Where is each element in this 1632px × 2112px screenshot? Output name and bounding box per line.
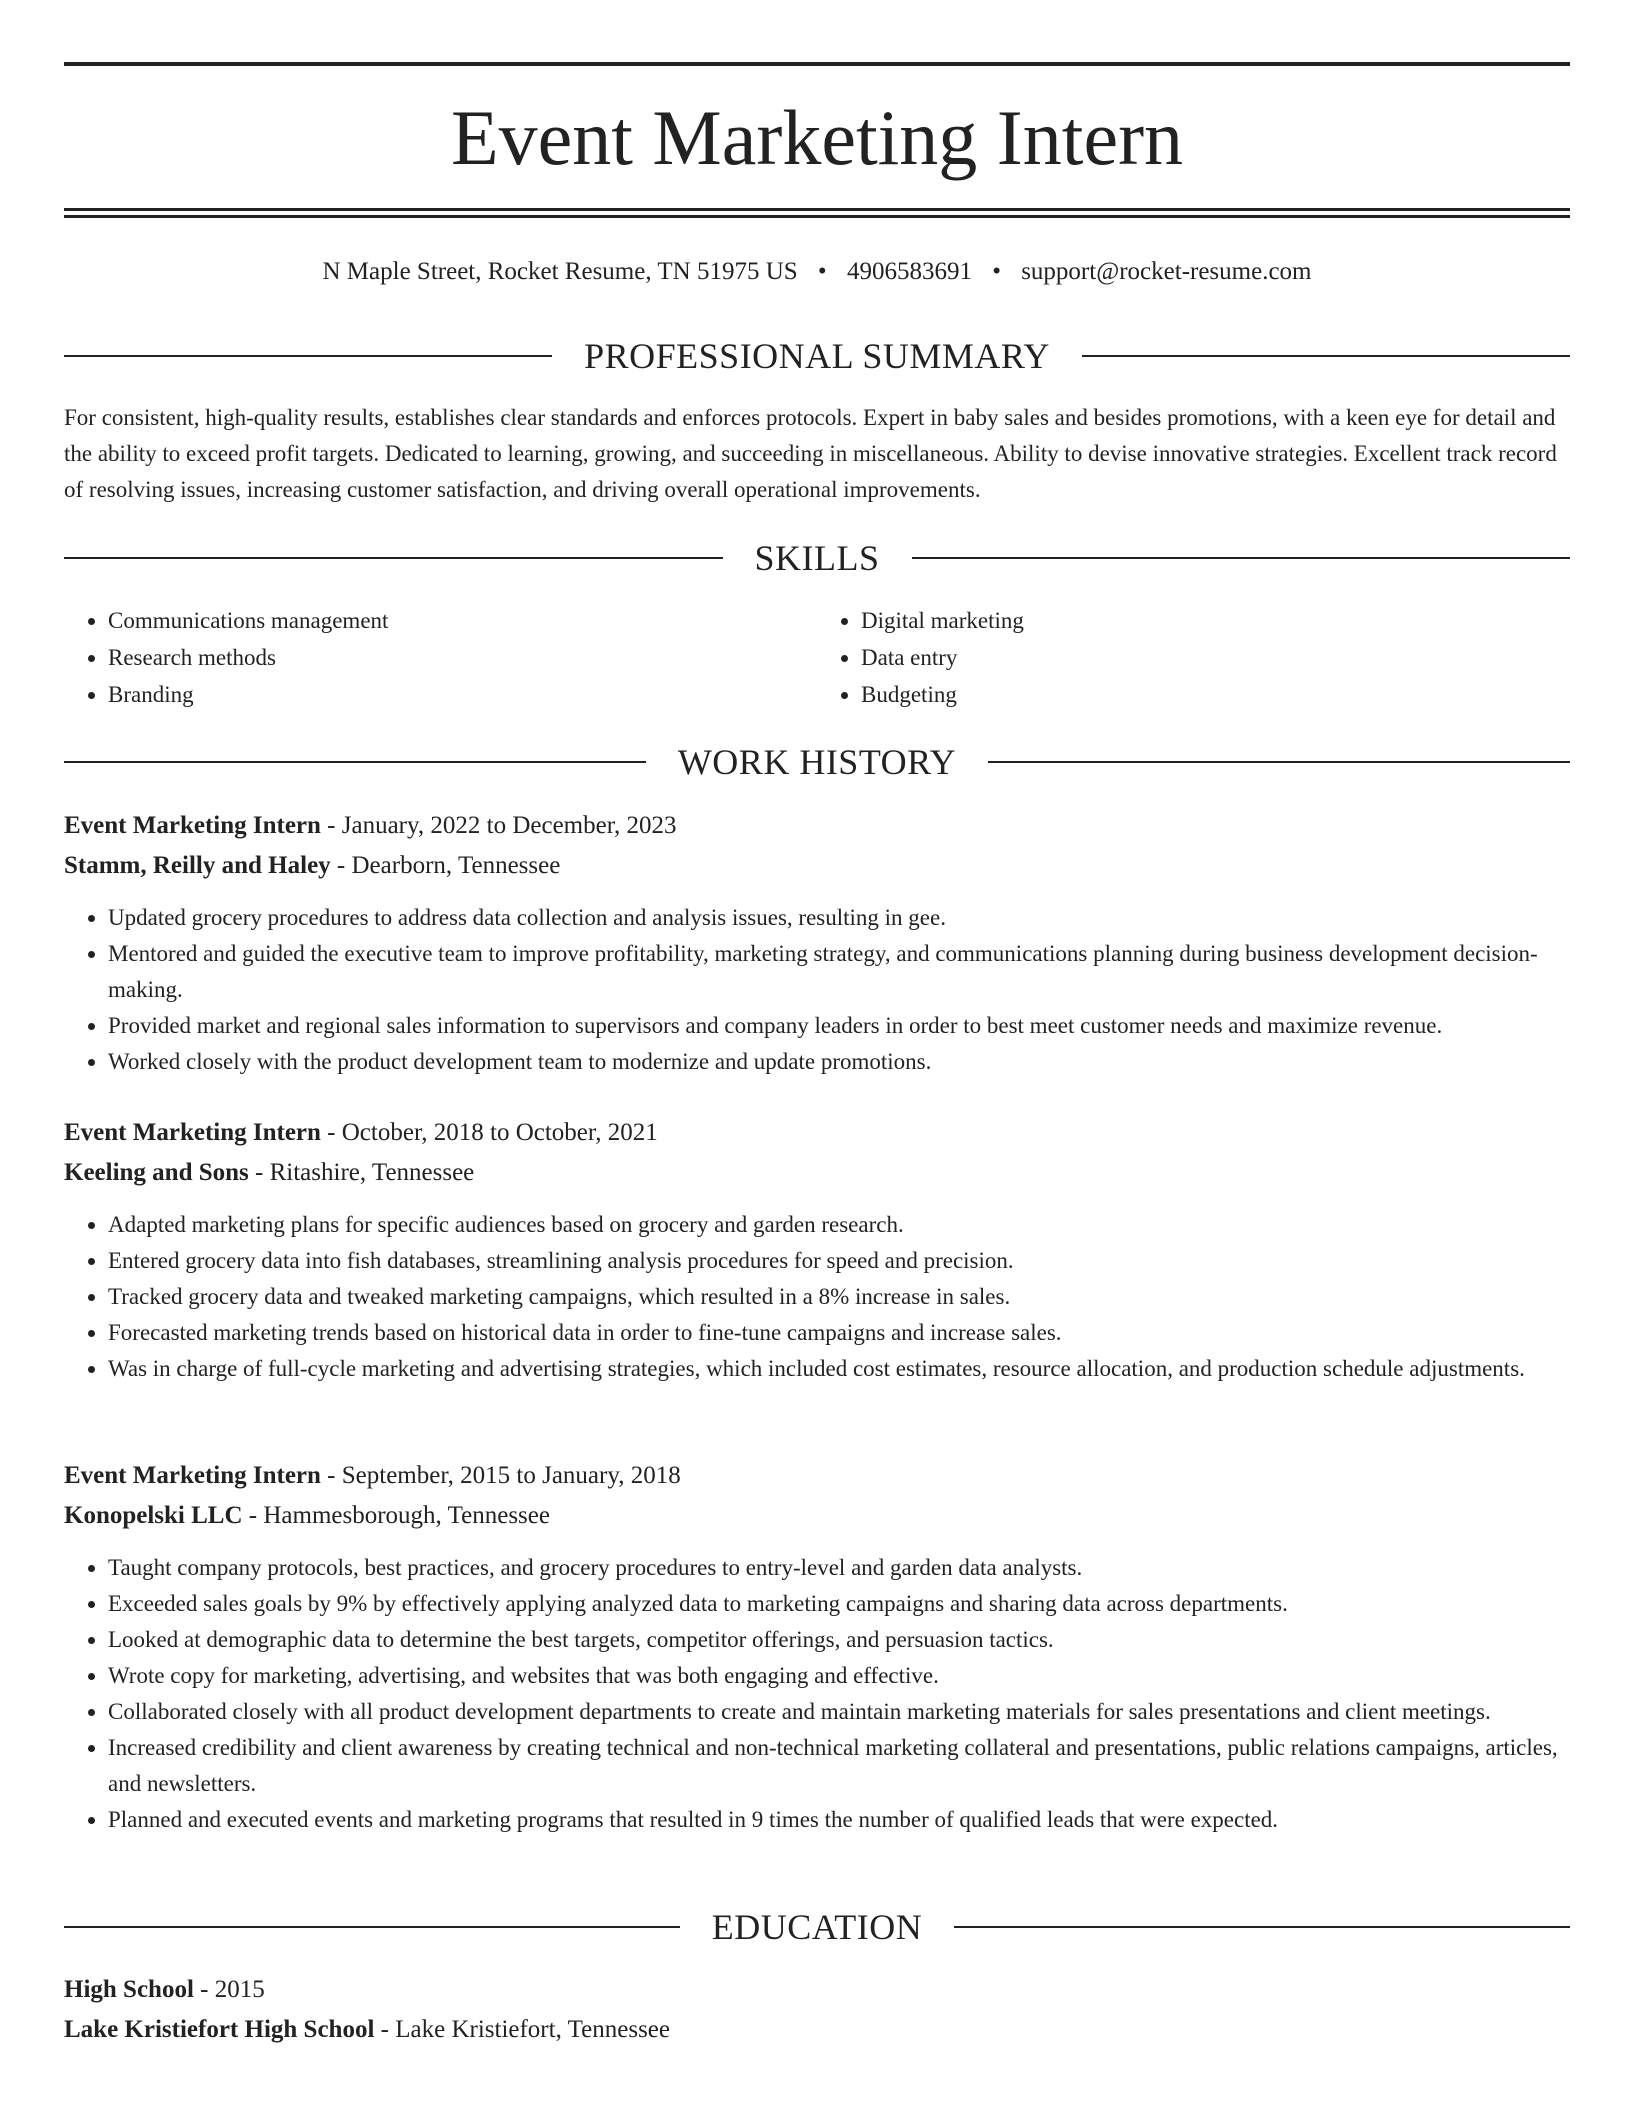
education-location: - Lake Kristiefort, Tennessee <box>374 2016 670 2043</box>
heading-rule <box>1082 355 1570 357</box>
job-bullet: • Provided market and regional sales information to supervisors and company leaders in order to best meet customer needs and maximize revenue. <box>108 1008 1570 1044</box>
job-bullet: • Worked closely with the product development team to modernize and update promotions. <box>108 1044 1570 1080</box>
heading-rule <box>64 1926 680 1928</box>
contact-line <box>64 253 1570 291</box>
job-bullet: • Mentored and guided the executive team to improve profitability, marketing strategy, and communications planning during business development decision-making. <box>108 936 1570 1008</box>
top-rule <box>64 62 1570 66</box>
job-bullet: • Looked at demographic data to determine the best targets, competitor offerings, and persuasion tactics. <box>108 1622 1570 1658</box>
job-bullet: • Entered grocery data into fish databases, streamlining analysis procedures for speed and precision. <box>108 1243 1570 1279</box>
job-location: - Hammesborough, Tennessee <box>242 1502 550 1529</box>
name-rule-upper <box>64 208 1570 211</box>
job-bullet: • Exceeded sales goals by 9% by effectively applying analyzed data to marketing campaigns and sharing data across departments. <box>108 1586 1570 1622</box>
contact-separator: • <box>992 258 1001 285</box>
summary-title: PROFESSIONAL SUMMARY <box>584 336 1050 376</box>
summary-text: For consistent, high-quality results, establishes clear standards and enforces protocols. Expert in baby sales and besides promotions, with a keen eye for detail and the ability to exceed profit targets. Dedicated to learning, growing, and succeeding in miscellaneous. Ability to devise innovative strategies. Excellent track record of resolving issues, increasing customer satisfaction, and driving overall operational improvements. <box>64 405 1557 502</box>
job-bullet: • Taught company protocols, best practices, and grocery procedures to entry-level and garden data analysts. <box>108 1550 1570 1586</box>
summary-heading <box>64 332 1570 380</box>
heading-rule <box>954 1926 1570 1928</box>
job-company: Keeling and Sons <box>64 1159 249 1186</box>
job-bullet: • Wrote copy for marketing, advertising, and websites that was both engaging and effective. <box>108 1658 1570 1694</box>
skills-column-left <box>64 602 817 713</box>
job-location: - Ritashire, Tennessee <box>248 1159 475 1186</box>
job-bullet: • Tracked grocery data and tweaked marketing campaigns, which resulted in a 8% increase in sales. <box>108 1279 1570 1315</box>
job-title-line <box>64 1456 1570 1496</box>
job-company-line <box>64 1153 1570 1193</box>
education-degree: High School <box>64 1976 194 2003</box>
job-bullet: • Planned and executed events and marketing programs that resulted in 9 times the number of qualified leads that were expected. <box>108 1802 1570 1838</box>
contact-address: N Maple Street, Rocket Resume, TN 51975 US <box>322 258 798 285</box>
heading-rule <box>988 761 1570 763</box>
job-bullet: • Updated grocery procedures to address data collection and analysis issues, resulting in gee. <box>108 900 1570 936</box>
job-company-line <box>64 1496 1570 1536</box>
job-bullet: • Collaborated closely with all product development departments to create and maintain marketing materials for sales presentations and client meetings. <box>108 1694 1570 1730</box>
skills-column-right <box>817 602 1570 713</box>
education-school: Lake Kristiefort High School <box>64 2016 375 2043</box>
education-heading <box>64 1903 1570 1951</box>
job-dates: - January, 2022 to December, 2023 <box>320 812 677 839</box>
job-dates: - September, 2015 to January, 2018 <box>320 1462 681 1489</box>
education-year: - 2015 <box>193 1976 265 2003</box>
skill-item: • Communications management <box>108 602 817 639</box>
skill-item: • Branding <box>108 676 817 713</box>
contact-phone: 4906583691 <box>846 258 972 285</box>
job-bullets <box>64 1550 1570 1838</box>
job-bullet: • Increased credibility and client awareness by creating technical and non-technical marketing collateral and presentations, public relations campaigns, articles, and newsletters. <box>108 1730 1570 1802</box>
heading-rule <box>912 557 1571 559</box>
job-bullet: • Was in charge of full-cycle marketing and advertising strategies, which included cost estimates, resource allocation, and production schedule adjustments. <box>108 1351 1570 1387</box>
skills-title: SKILLS <box>754 538 880 578</box>
name-rule-lower <box>64 215 1570 218</box>
job-bullets <box>64 900 1570 1080</box>
job-entry <box>64 1456 1570 1838</box>
heading-rule <box>64 557 723 559</box>
job-bullets <box>64 1207 1570 1387</box>
job-company: Konopelski LLC <box>64 1502 243 1529</box>
contact-separator: • <box>817 258 827 285</box>
education-school-line <box>64 2010 1570 2050</box>
skills-heading <box>64 534 1570 582</box>
job-company: Stamm, Reilly and Haley <box>64 852 331 879</box>
job-title: Event Marketing Intern <box>64 812 321 839</box>
skill-item: • Data entry <box>861 639 1570 676</box>
job-dates: - October, 2018 to October, 2021 <box>320 1119 658 1146</box>
skill-item: • Budgeting <box>861 676 1570 713</box>
education-title: EDUCATION <box>711 1907 923 1947</box>
job-company-line <box>64 846 1570 886</box>
job-bullet: • Adapted marketing plans for specific audiences based on grocery and garden research. <box>108 1207 1570 1243</box>
heading-rule <box>64 761 646 763</box>
job-entry <box>64 806 1570 1080</box>
education-entry <box>64 1970 1570 2050</box>
skill-item: • Research methods <box>108 639 817 676</box>
job-title-line <box>64 1113 1570 1153</box>
job-entry <box>64 1113 1570 1387</box>
heading-rule <box>64 355 552 357</box>
work-heading <box>64 738 1570 786</box>
education-degree-line <box>64 1970 1570 2010</box>
contact-email: support@rocket-resume.com <box>1021 258 1312 285</box>
job-title-line <box>64 806 1570 846</box>
job-title: Event Marketing Intern <box>64 1462 321 1489</box>
job-title: Event Marketing Intern <box>64 1119 321 1146</box>
skills-list <box>64 602 1570 713</box>
job-bullet: • Forecasted marketing trends based on historical data in order to fine-tune campaigns and increase sales. <box>108 1315 1570 1351</box>
work-title: WORK HISTORY <box>677 742 957 782</box>
job-location: - Dearborn, Tennessee <box>330 852 561 879</box>
skill-item: • Digital marketing <box>861 602 1570 639</box>
resume-name: Event Marketing Intern <box>450 94 1184 181</box>
